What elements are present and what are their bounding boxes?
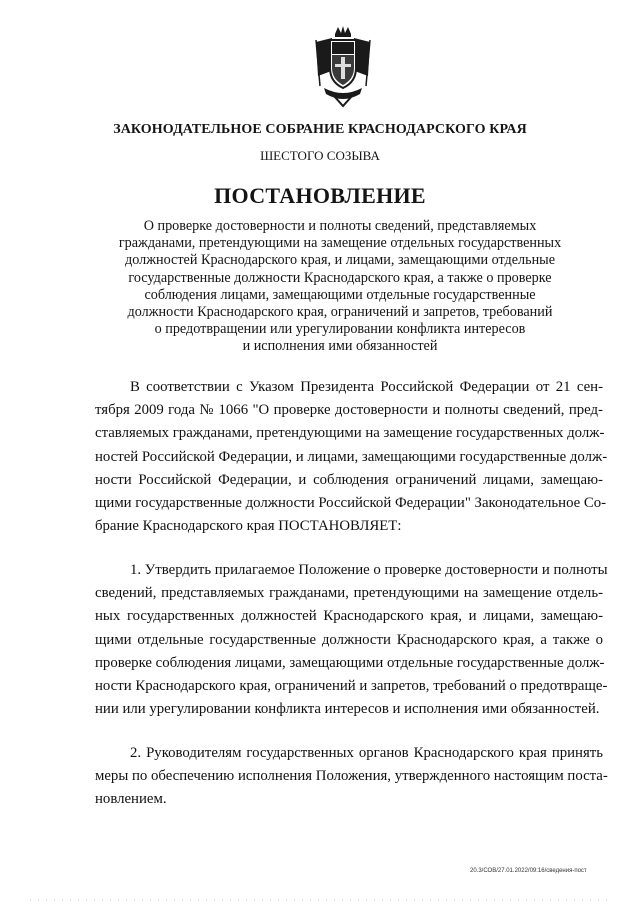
subject-line: О проверке достоверности и полноты сведений, представляемых — [143, 218, 537, 234]
subject-line: гражданами, претендующими на замещение отдельных государственных — [118, 235, 562, 252]
document-subject — [100, 218, 580, 356]
convocation: ШЕСТОГО СОЗЫВА — [260, 148, 380, 163]
document-type-title: ПОСТАНОВЛЕНИЕ — [214, 183, 426, 208]
paragraph-line: ности Российской Федерации, и соблюдения ограничений лицами, замещаю- — [95, 471, 603, 488]
paragraph-line: щими государственные должности Российской Федерации" Законодательное Со- — [95, 495, 607, 512]
paragraph-line: 2. Руководителям государственных органов Краснодарского края принять — [130, 745, 603, 761]
subject-line: и исполнения ими обязанностей — [242, 338, 438, 355]
subject-line: должности Краснодарского края, ограничений и запретов, требований — [127, 304, 553, 321]
krasnodar-coat-of-arms-emblem — [308, 24, 378, 108]
paragraph-line: В соответствии с Указом Президента Российской Федерации от 21 сен- — [130, 379, 603, 395]
item-2-paragraph — [95, 742, 608, 812]
paragraph-line: сведений, представляемых гражданами, претендующими на замещение отдель- — [95, 585, 603, 602]
subject-line: должностей Краснодарского края, и лицами, замещающими отдельные — [125, 252, 555, 269]
paragraph-line: нии или урегулировании конфликта интересов и исполнения ими обязанностей. — [95, 701, 600, 718]
paragraph-line: щими отдельные государственные должности Краснодарского края, а также о — [95, 631, 603, 648]
paragraph-line: ности Краснодарского края, ограничений и запретов, требований о предотвраще- — [95, 678, 608, 695]
paragraph-line: ных государственных должностей Краснодарского края, и лицами, замещаю- — [95, 608, 603, 625]
paragraph-line: брание Краснодарского края ПОСТАНОВЛЯЕТ: — [95, 518, 402, 535]
paragraph-line: тября 2009 года № 1066 "О проверке достоверности и полноты сведений, пред- — [95, 402, 603, 419]
paragraph-line: меры по обеспечению исполнения Положения, утвержденного настоящим поста- — [95, 768, 608, 785]
paragraph-line: ставляемых гражданами, претендующими на замещение государственных долж- — [95, 425, 605, 442]
preamble-paragraph — [95, 376, 608, 538]
subject-line: соблюдения лицами, замещающими отдельные государственные — [144, 286, 536, 303]
paragraph-line: новлением. — [95, 791, 167, 808]
paragraph-line: ностей Российской Федерации, и лицами, замещающими государственные долж- — [95, 448, 608, 465]
scan-artifact-dots — [0, 898, 640, 902]
item-1-paragraph — [95, 559, 608, 721]
subject-line: государственные должности Краснодарского края, а также о проверке — [128, 269, 552, 286]
document-file-code: 20.3/СОВ/27.01.2022/09:16/сведения-пост — [470, 868, 587, 874]
paragraph-line: проверке соблюдения лицами, замещающими отдельные государственные долж- — [95, 654, 605, 671]
paragraph-line: 1. Утвердить прилагаемое Положение о проверке достоверности и полноты — [130, 562, 608, 578]
organization-name: ЗАКОНОДАТЕЛЬНОЕ СОБРАНИЕ КРАСНОДАРСКОГО КРАЯ — [113, 122, 527, 137]
subject-line: о предотвращении или урегулировании конфликта интересов — [154, 321, 526, 338]
